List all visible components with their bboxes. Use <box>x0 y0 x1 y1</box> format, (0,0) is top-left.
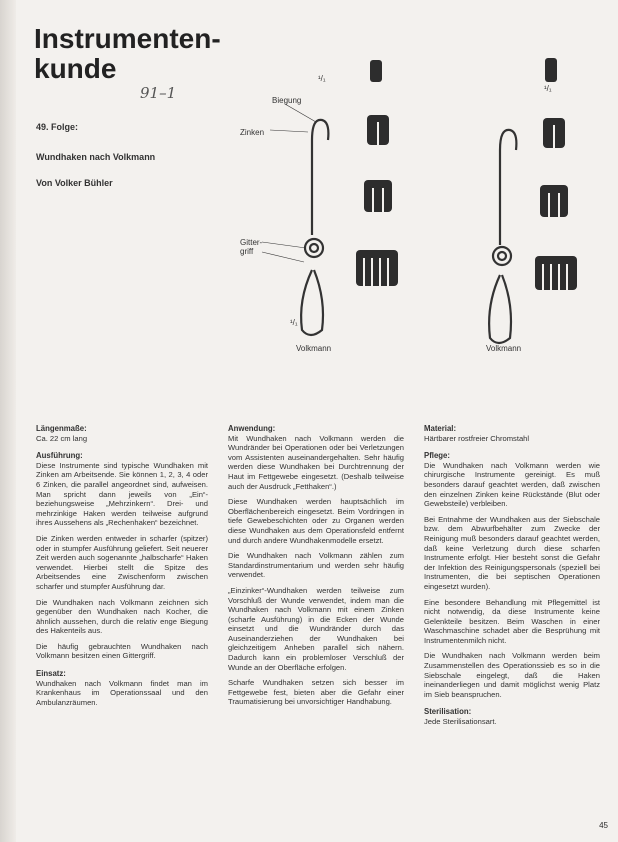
heading-anwendung: Anwendung: <box>228 424 276 433</box>
scale-label-right: ¹/₁ <box>544 84 552 93</box>
label-zinken: Zinken <box>240 128 265 137</box>
heading-pflege: Pflege: <box>424 451 450 461</box>
heading-einsatz: Einsatz: <box>36 669 66 679</box>
handwritten-note: 91–1 <box>140 84 177 102</box>
heading-sterilisation: Sterilisation: <box>424 707 472 717</box>
heading-material: Material: <box>424 424 457 433</box>
article-subtitle: Wundhaken nach Volkmann <box>36 152 156 162</box>
text-column-2: Anwendung: Mit Wundhaken nach Volkmann werden die Wundränder bei Operationen oder bei Verletzungen vom Assistenten auseinandergehalten. Sehr häufig werden diese Wundhaken bei Durchtrennung der Haut im Fettgewebe eingesetzt. (Deshalb teilweise auch der Ausdruck „Fetthaken“.) Diese Wundhaken werden hauptsächlich im Oberflächenbereich eingesetzt. Beim Vordringen in tiefe Gewebeschichten oder zu Organen werden diese Wundhaken aus dem Operationsfeld entfernt und durch andere Wundhakenmodelle ersetzt. Die Wundhaken nach Volkmann zählen zum Standardinstrumentarium und werden sehr häufig verwendet. „Einzinker“-Wundhaken werden teilweise zum Vorschluß der Wunde verwendet, indem man die Wundhaken nach Volkmann mit einem Zinken (scharfe Ausführung) in die Ecken der Wunde einsetzt und die Wundränder durch das Auseinanderziehen der Wundhaken bei gleichzeitigem Anheben parallel sich nähern. Dadurch kann ein problemloser Verschluß der Wunde an der Oberfläche erfolgen. Scharfe Wundhaken setzen sich besser im Fettgewebe fest, bieten aber die Gefahr einer Traumatisierung bei unvorsichtiger Handhabung. <box>228 424 404 707</box>
caption-left: Volkmann <box>296 344 332 353</box>
article-author: Von Volker Bühler <box>36 178 113 188</box>
scale-label-left-bottom: ¹/₁ <box>290 318 298 327</box>
label-biegung: Biegung <box>272 96 302 105</box>
text-column-1: Längenmaße: Ca. 22 cm lang Ausführung: Diese Instrumente sind typische Wundhaken mit Zinken am Arbeitsende. Sie können 1, 2, 3, 4 oder 6 Zinken, die parallel angeordnet sind, aufweisen. Man spricht dann jeweils von „Ein“- beziehungsweise „Mehrzinkern“. Drei- und mehrzinkige Haken werden teilweise aufgrund ihres Aussehens als „Rechenhaken“ bezeichnet. Die Zinken werden entweder in scharfer (spitzer) oder in stumpfer Ausführung geliefert. Seit neuerer Zeit werden auch sogenannte „halbscharfe“ Haken verwendet. Hierbei stellt die Spitze des Arbeitsendes eine Zwischenform zwischen scharfer und stumpfer Ausführung dar. Die Wundhaken nach Volkmann zeichnen sich gegenüber den Wundhaken nach Kocher, die ähnlich aussehen, durch die relativ enge Biegung des Hakenteils aus. Die häufig gebrauchten Wundhaken nach Volkmann besitzen einen Gittergriff. Einsatz: Wundhaken nach Volkmann findet man im Krankenhaus im Operationssaal und den Ambulanzräumen. <box>36 424 208 707</box>
series-number: 49. Folge: <box>36 122 79 132</box>
label-gittergriff: Gitter- griff <box>240 238 263 256</box>
text-column-3: Material: Härtbarer rostfreier Chromstahl Pflege: Die Wundhaken nach Volkmann werden wie chirurgische Instrumente gereinigt. Es muß besonders darauf geachtet werden, daß zwischen den einzelnen Zinken keine Rückstände (Blut oder Gewebsteile) verbleiben. Bei Entnahme der Wundhaken aus der Siebschale bzw. dem Abwurfbehälter zum Zwecke der Reinigung muß besonders darauf geachtet werden, daß keine Verletzung durch diese scharfen Instrumente erfolgt. Hier besteht sonst die Gefahr der Infektion des Reinigungspersonals (speziell bei Instrumenten, die bei septischen Operationen eingesetzt wurden). Eine besondere Behandlung mit Pflegemittel ist nicht notwendig, da diese Instrumente keine Gelenkteile besitzen. Beim Waschen in einer Waschmaschine schadet aber die Besprühung mit Instrumentenmilch nicht. Die Wundhaken nach Volkmann werden beim Zusammenstellen des Operationssieb es so in die Siebschale eingelegt, daß die Haken ineinanderliegen und damit möglichst wenig Platz im Sieb beanspruchen. Sterilisation: Jede Sterilisationsart. <box>424 424 600 727</box>
page-number: 45 <box>599 821 608 830</box>
heading-laengenmasse: Längenmaße: <box>36 424 87 433</box>
caption-right: Volkmann <box>486 344 522 353</box>
heading-ausfuehrung: Ausführung: <box>36 451 83 461</box>
scale-label-left: ¹/₁ <box>318 74 326 83</box>
page-title: Instrumenten- kunde <box>34 23 221 84</box>
